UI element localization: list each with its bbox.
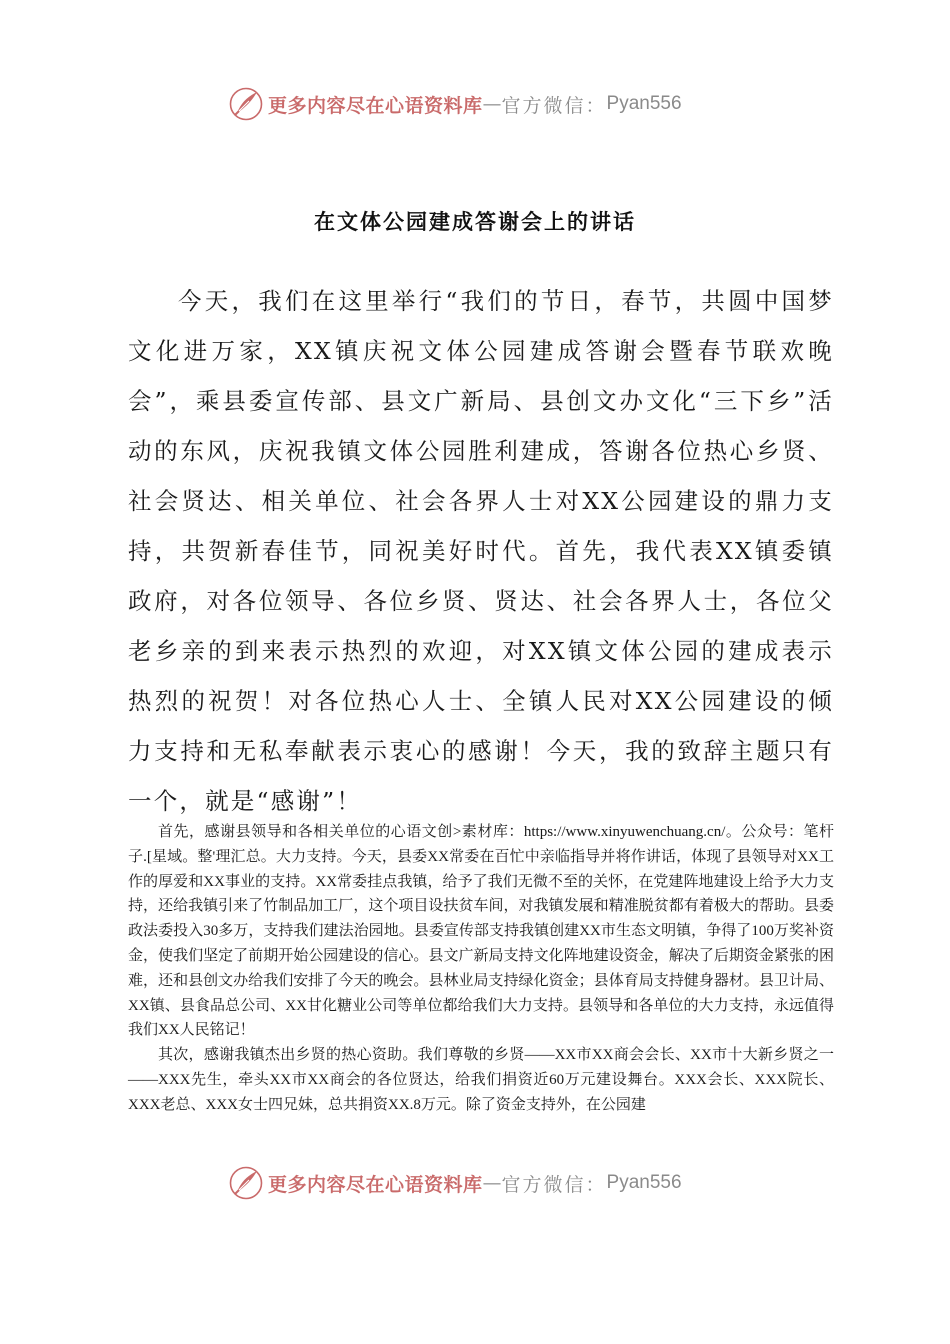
watermark-separator: — [482, 1172, 502, 1194]
quill-logo-icon [228, 1165, 264, 1201]
body-paragraph-2: 其次，感谢我镇杰出乡贤的热心资助。我们尊敬的乡贤——XX市XX商会会长、XX市十大新乡贤之一——XXX先生，牵头XX市XX商会的各位贤达，给我们捐资近60万元建设舞台。XXX会长、XXX院长、XXX老总、XXX女士四兄妹，总共捐资XX.8万元。除了资金支持外，在公园建 [128, 1047, 834, 1113]
watermark-wechat-label: 官方微信： [501, 1173, 607, 1196]
watermark-brand-text: 更多内容尽在心语资料库 [268, 94, 483, 117]
watermark-wechat-id: Pyan556 [606, 93, 682, 114]
watermark-wechat-id: Pyan556 [606, 1172, 682, 1193]
watermark-wechat-label: 官方微信： [501, 94, 607, 117]
body-paragraph-1: 首先，感谢县领导和各相关单位的心语文创>素材库：https://www.xinyuwenchuang.cn/。公众号：笔杆子.[星域。整'理汇总。大力支持。今天，县委XX常委在百忙中亲临指导并将作讲话，体现了县领导对XX工作的厚爱和XX事业的支持。XX常委挂点我镇，给予了我们无微不至的关怀，在党建阵地建设上给予大力支持，还给我镇引来了竹制品加工厂，这个项目设扶贫车间，对我镇发展和精准脱贫都有着极大的帮助。县委政法委投入30多万，支持我们建法治园地。县委宣传部支持我镇创建XX市生态文明镇，争得了100万奖补资金，使我们坚定了前期开始公园建设的信心。县文广新局支持文化阵地建设资金，解决了后期资金紧张的困难，还和县创文办给我们安排了今天的晚会。县林业局支持绿化资金；县体育局支持健身器材。县卫计局、XX镇、县食品总公司、XX甘化糖业公司等单位都给我们大力支持。县领导和各单位的大力支持，永远值得我们XX人民铭记！ [128, 824, 834, 1039]
header-watermark-banner [228, 84, 682, 124]
watermark-separator: — [482, 93, 502, 115]
body-text [128, 820, 834, 1118]
footer-watermark-banner [228, 1163, 682, 1203]
document-title: 在文体公园建成答谢会上的讲话 [314, 209, 636, 234]
lead-paragraph: 今天，我们在这里举行“我们的节日，春节，共圆中国梦文化进万家，XX镇庆祝文体公园建成答谢会暨春节联欢晚会”，乘县委宣传部、县文广新局、县创文办文化“三下乡”活动的东风，庆祝我镇文体公园胜利建成，答谢各位热心乡贤、社会贤达、相关单位、社会各界人士对XX公园建设的鼎力支持，共贺新春佳节，同祝美好时代。首先，我代表XX镇委镇政府，对各位领导、各位乡贤、贤达、社会各界人士，各位父老乡亲的到来表示热烈的欢迎，对XX镇文体公园的建成表示热烈的祝贺！对各位热心人士、全镇人民对XX公园建设的倾力支持和无私奉献表示衷心的感谢！今天，我的致辞主题只有一个，就是“感谢”！ [128, 287, 834, 815]
quill-logo-icon [228, 86, 264, 122]
watermark-brand-text: 更多内容尽在心语资料库 [268, 1173, 483, 1196]
